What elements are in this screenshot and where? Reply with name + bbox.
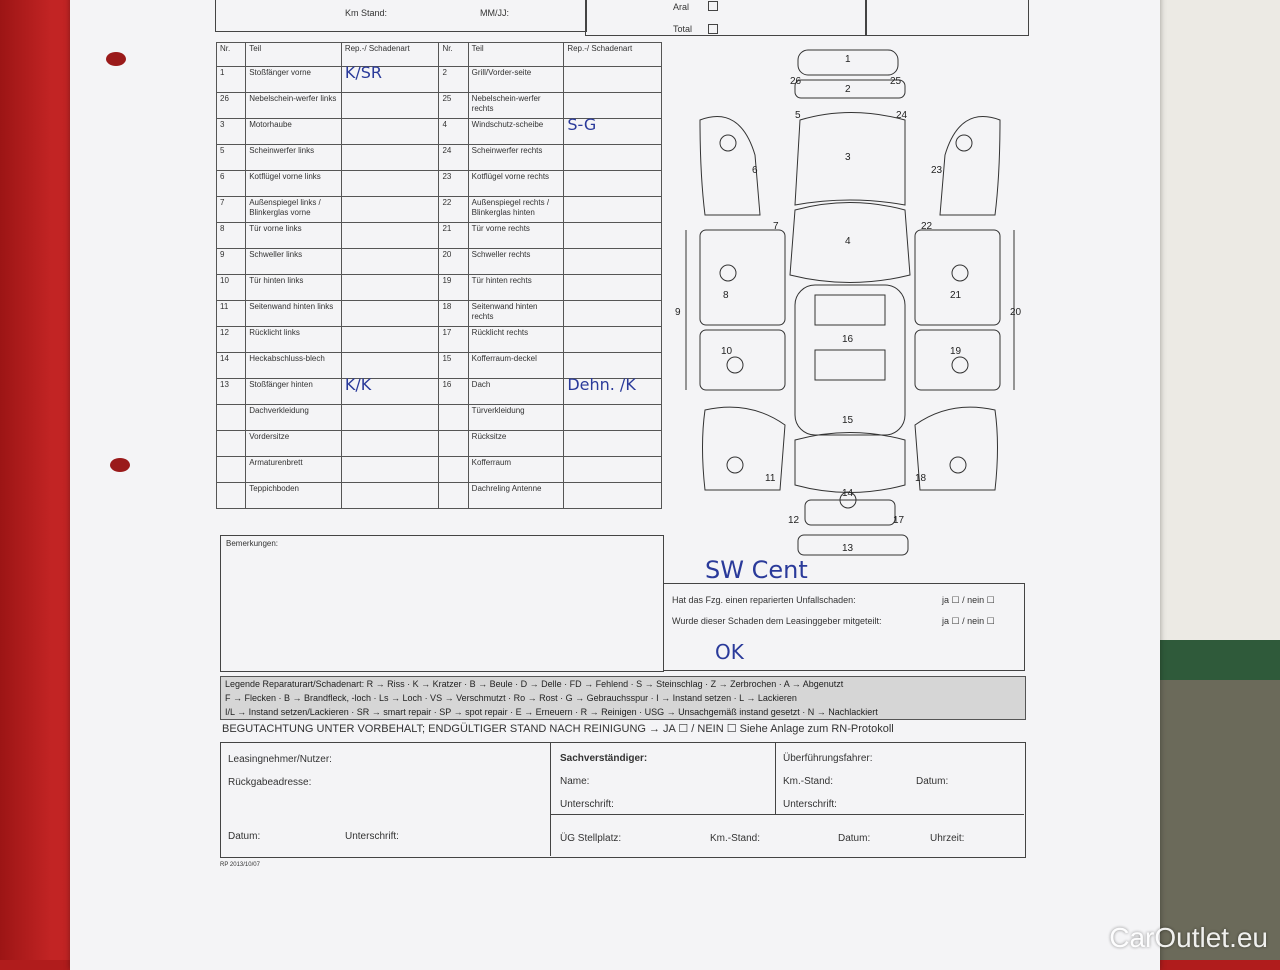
caroutlet-watermark: CarOutlet.eu xyxy=(1109,922,1268,953)
handle-front-left xyxy=(720,265,736,281)
row-nr-2 xyxy=(439,457,468,483)
row-damage[interactable] xyxy=(341,145,439,171)
row-damage[interactable]: K/SR xyxy=(341,67,439,93)
row-nr: 12 xyxy=(217,327,246,353)
row-nr-2: 20 xyxy=(439,249,468,275)
legend-box xyxy=(220,676,1026,720)
diagram-number-23: 23 xyxy=(931,165,943,176)
row-part: Außenspiegel links / Blinkerglas vorne xyxy=(246,197,342,223)
diagram-number-10: 10 xyxy=(721,346,733,357)
diagram-number-2: 2 xyxy=(845,84,851,95)
row-damage-2[interactable] xyxy=(564,197,662,223)
table-row xyxy=(217,405,662,431)
row-damage[interactable]: K/K xyxy=(341,379,439,405)
row-part: Teppichboden xyxy=(246,483,342,509)
diagram-number-15: 15 xyxy=(842,415,854,426)
row-part: Nebelschein-werfer links xyxy=(246,93,342,119)
form-footnote: RP 2013/10/07 xyxy=(220,862,260,868)
row-damage[interactable] xyxy=(341,223,439,249)
row-nr-2: 17 xyxy=(439,327,468,353)
row-nr-2 xyxy=(439,405,468,431)
diagram-number-7: 7 xyxy=(773,221,779,232)
table-row xyxy=(217,171,662,197)
table-row xyxy=(217,301,662,327)
diagram-number-5: 5 xyxy=(795,110,801,121)
row-part-2: Kotflügel vorne rechts xyxy=(468,171,564,197)
right-front-fender-shape xyxy=(940,117,1000,215)
handle-front-right xyxy=(952,265,968,281)
row-nr-2: 23 xyxy=(439,171,468,197)
diagram-number-14: 14 xyxy=(842,488,854,499)
row-nr-2 xyxy=(439,483,468,509)
table-row xyxy=(217,483,662,509)
row-nr: 5 xyxy=(217,145,246,171)
header-schadenart: Rep.-/ Schadenart xyxy=(341,43,439,67)
row-damage-2[interactable] xyxy=(564,405,662,431)
row-nr-2: 2 xyxy=(439,67,468,93)
datum-label-left: Datum: xyxy=(228,831,261,842)
rueckgabeadresse-label: Rückgabeadresse: xyxy=(228,777,312,788)
row-damage-2[interactable] xyxy=(564,223,662,249)
row-nr xyxy=(217,483,246,509)
background-shelf xyxy=(1150,640,1280,960)
row-nr: 9 xyxy=(217,249,246,275)
ug-stellplatz-label: ÜG Stellplatz: xyxy=(560,833,622,844)
row-part-2: Kofferraum-deckel xyxy=(468,353,564,379)
diagram-number-12: 12 xyxy=(788,515,800,526)
diagram-number-1: 1 xyxy=(845,54,851,65)
disclaimer-line: BEGUTACHTUNG UNTER VORBEHALT; ENDGÜLTIGER STAND NACH REINIGUNG → JA ☐ / NEIN ☐ Siehe Anlage zum RN-Protokoll xyxy=(222,723,894,735)
divider-3 xyxy=(550,814,1024,815)
header-nr: Nr. xyxy=(217,43,246,67)
row-part: Stoßfänger vorne xyxy=(246,67,342,93)
row-damage[interactable] xyxy=(341,483,439,509)
row-damage[interactable] xyxy=(341,457,439,483)
legend-line-1: Legende Reparaturart/Schadenart: R → Riss · K → Kratzer · B → Beule · D → Delle · FD → Fehlend · S → Steinschlag · Z → Zerbrochen · A → Abgenutzt xyxy=(225,679,844,689)
name-label: Name: xyxy=(560,776,590,787)
row-nr-2: 21 xyxy=(439,223,468,249)
row-part: Scheinwerfer links xyxy=(246,145,342,171)
row-part: Seitenwand hinten links xyxy=(246,301,342,327)
diagram-number-18: 18 xyxy=(915,473,927,484)
question-reported-to-lessor: Wurde dieser Schaden dem Leasinggeber mitgeteilt: xyxy=(672,616,882,626)
row-part: Tür vorne links xyxy=(246,223,342,249)
kmstand-label-right: Km.-Stand: xyxy=(783,776,834,787)
diagram-number-16: 16 xyxy=(842,334,854,345)
row-damage[interactable] xyxy=(341,197,439,223)
car-damage-diagram xyxy=(680,45,1040,560)
uhrzeit-label: Uhrzeit: xyxy=(930,833,965,844)
diagram-number-11: 11 xyxy=(765,473,776,484)
row-part-2: Tür hinten rechts xyxy=(468,275,564,301)
legend-line-2: F → Flecken · B → Brandfleck, -loch · Ls → Loch · VS → Verschmutzt · Ro → Rost · G → Gebrauchsspur · I → Instand setzen · L → Lackieren xyxy=(225,693,797,703)
wheel-rear-left xyxy=(727,457,743,473)
row-damage-2[interactable] xyxy=(564,275,662,301)
diagram-number-22: 22 xyxy=(921,221,933,232)
row-nr-2: 25 xyxy=(439,93,468,119)
left-front-fender-shape xyxy=(700,117,760,215)
row-nr: 1 xyxy=(217,67,246,93)
row-damage-2[interactable]: S-G xyxy=(564,119,662,145)
row-part: Rücklicht links xyxy=(246,327,342,353)
row-part-2: Kofferraum xyxy=(468,457,564,483)
row-nr-2: 24 xyxy=(439,145,468,171)
row-part-2: Scheinwerfer rechts xyxy=(468,145,564,171)
legend-line-3: I/L → Instand setzen/Lackieren · SR → smart repair · SP → spot repair · E → Erneuern · R → Reinigen · USG → Unsachgemäß instand gesetzt · N → Nachlackiert xyxy=(225,707,878,717)
row-part-2: Außenspiegel rechts / Blinkerglas hinten xyxy=(468,197,564,223)
diagram-number-19: 19 xyxy=(950,346,962,357)
km-stand-label: Km Stand: xyxy=(345,8,388,18)
top-strip-middle xyxy=(585,0,867,36)
header-nr-2: Nr. xyxy=(439,43,468,67)
total-label: Total xyxy=(673,24,693,34)
table-row xyxy=(217,457,662,483)
leasingnehmer-label: Leasingnehmer/Nutzer: xyxy=(228,754,332,765)
row-nr: 26 xyxy=(217,93,246,119)
row-part: Armaturenbrett xyxy=(246,457,342,483)
row-nr: 14 xyxy=(217,353,246,379)
aral-label: Aral xyxy=(673,2,690,12)
aral-checkbox[interactable] xyxy=(708,1,718,11)
row-nr: 3 xyxy=(217,119,246,145)
row-nr-2: 18 xyxy=(439,301,468,327)
right-front-door-shape xyxy=(915,230,1000,325)
row-part-2: Dach xyxy=(468,379,564,405)
header-teil: Teil xyxy=(246,43,342,67)
handwritten-signature-note: SW Cent xyxy=(705,556,808,584)
row-damage[interactable] xyxy=(341,275,439,301)
sunroof-rear-shape xyxy=(815,350,885,380)
row-damage[interactable] xyxy=(341,327,439,353)
row-nr-2: 4 xyxy=(439,119,468,145)
table-row xyxy=(217,275,662,301)
left-front-door-shape xyxy=(700,230,785,325)
row-damage-2[interactable] xyxy=(564,171,662,197)
header-teil-2: Teil xyxy=(468,43,564,67)
remarks-label: Bemerkungen: xyxy=(226,539,279,548)
row-nr: 8 xyxy=(217,223,246,249)
handle-rear-right xyxy=(952,357,968,373)
row-damage-2[interactable]: Dehn. /K xyxy=(564,379,662,405)
row-damage-2[interactable] xyxy=(564,457,662,483)
handle-rear-left xyxy=(727,357,743,373)
mmjj-label: MM/JJ: xyxy=(480,8,509,18)
row-part: Tür hinten links xyxy=(246,275,342,301)
unterschrift-label-middle: Unterschrift: xyxy=(560,799,614,810)
top-strip-right xyxy=(865,0,1029,36)
row-damage[interactable] xyxy=(341,301,439,327)
row-part: Stoßfänger hinten xyxy=(246,379,342,405)
row-part: Dachverkleidung xyxy=(246,405,342,431)
diagram-number-9: 9 xyxy=(675,307,681,318)
row-damage-2[interactable] xyxy=(564,67,662,93)
table-row xyxy=(217,379,662,405)
row-part: Heckabschluss-blech xyxy=(246,353,342,379)
row-nr-2 xyxy=(439,431,468,457)
damage-table xyxy=(216,42,662,509)
roof-shape xyxy=(795,285,905,435)
unterschrift-label-right: Unterschrift: xyxy=(783,799,837,810)
row-part: Schweller links xyxy=(246,249,342,275)
diagram-number-21: 21 xyxy=(950,290,962,301)
row-damage[interactable] xyxy=(341,171,439,197)
row-nr: 11 xyxy=(217,301,246,327)
diagram-number-26: 26 xyxy=(790,76,802,87)
row-nr xyxy=(217,457,246,483)
row-part: Motorhaube xyxy=(246,119,342,145)
row-nr-2: 19 xyxy=(439,275,468,301)
row-nr xyxy=(217,405,246,431)
table-row xyxy=(217,431,662,457)
wheel-front-left xyxy=(720,135,736,151)
row-part-2: Tür vorne rechts xyxy=(468,223,564,249)
background-shelf-edge xyxy=(1150,640,1280,680)
remarks-box[interactable] xyxy=(220,535,664,672)
trunk-shape xyxy=(795,433,905,493)
row-part: Kotflügel vorne links xyxy=(246,171,342,197)
row-part-2: Schweller rechts xyxy=(468,249,564,275)
question-2-ja-nein[interactable]: ja ☐ / nein ☐ xyxy=(942,616,995,626)
row-part-2: Dachreling Antenne xyxy=(468,483,564,509)
row-part: Vordersitze xyxy=(246,431,342,457)
diagram-number-3: 3 xyxy=(845,152,851,163)
row-damage[interactable] xyxy=(341,431,439,457)
row-part-2: Rücklicht rechts xyxy=(468,327,564,353)
diagram-number-13: 13 xyxy=(842,543,854,554)
row-damage-2[interactable] xyxy=(564,145,662,171)
diagram-number-6: 6 xyxy=(752,165,758,176)
unterschrift-label-left: Unterschrift: xyxy=(345,831,399,842)
row-damage[interactable] xyxy=(341,405,439,431)
wheel-front-right xyxy=(956,135,972,151)
table-row xyxy=(217,249,662,275)
row-nr: 7 xyxy=(217,197,246,223)
row-damage[interactable] xyxy=(341,93,439,119)
left-rear-door-shape xyxy=(700,330,785,390)
row-nr-2: 22 xyxy=(439,197,468,223)
divider-1 xyxy=(550,742,551,856)
wheel-rear-right xyxy=(950,457,966,473)
row-part-2: Nebelschein-werfer rechts xyxy=(468,93,564,119)
right-rear-door-shape xyxy=(915,330,1000,390)
row-part-2: Grill/Vorder-seite xyxy=(468,67,564,93)
row-nr: 6 xyxy=(217,171,246,197)
row-nr-2: 16 xyxy=(439,379,468,405)
sachverstaendiger-label: Sachverständiger: xyxy=(560,753,648,764)
datum-label-right: Datum: xyxy=(916,776,949,787)
header-schadenart-2: Rep.-/ Schadenart xyxy=(564,43,662,67)
row-part-2: Türverkleidung xyxy=(468,405,564,431)
table-row xyxy=(217,145,662,171)
table-row xyxy=(217,223,662,249)
diagram-number-25: 25 xyxy=(890,76,902,87)
row-nr-2: 15 xyxy=(439,353,468,379)
diagram-number-24: 24 xyxy=(896,110,908,121)
table-row xyxy=(217,327,662,353)
table-row xyxy=(217,197,662,223)
row-damage-2[interactable] xyxy=(564,249,662,275)
diagram-number-20: 20 xyxy=(1010,307,1022,318)
row-damage-2[interactable] xyxy=(564,431,662,457)
handwritten-ok-mark: OK xyxy=(715,640,744,664)
diagram-number-4: 4 xyxy=(845,236,851,247)
row-nr xyxy=(217,431,246,457)
row-damage-2[interactable] xyxy=(564,301,662,327)
kmstand-label-bottom: Km.-Stand: xyxy=(710,833,761,844)
row-nr: 13 xyxy=(217,379,246,405)
row-damage[interactable] xyxy=(341,249,439,275)
punch-hole-top xyxy=(106,52,126,66)
table-row xyxy=(217,119,662,145)
question-1-ja-nein[interactable]: ja ☐ / nein ☐ xyxy=(942,595,995,605)
ueberfuehrungsfahrer-label: Überführungsfahrer: xyxy=(783,753,873,764)
divider-2 xyxy=(775,742,776,814)
punch-hole-bottom xyxy=(110,458,130,472)
diagram-number-17: 17 xyxy=(893,515,905,526)
diagram-number-8: 8 xyxy=(723,290,729,301)
question-repaired-damage: Hat das Fzg. einen reparierten Unfallschaden: xyxy=(672,595,856,605)
row-part-2: Seitenwand hinten rechts xyxy=(468,301,564,327)
row-damage-2[interactable] xyxy=(564,327,662,353)
sunroof-front-shape xyxy=(815,295,885,325)
table-row xyxy=(217,67,662,93)
total-checkbox[interactable] xyxy=(708,24,718,34)
row-part-2: Windschutz-scheibe xyxy=(468,119,564,145)
row-nr: 10 xyxy=(217,275,246,301)
row-damage-2[interactable] xyxy=(564,483,662,509)
background-paper-right xyxy=(1160,0,1280,660)
rear-panel-shape xyxy=(805,500,895,525)
top-strip-left xyxy=(215,0,587,32)
datum-label-bottom: Datum: xyxy=(838,833,871,844)
right-rear-quarter-shape xyxy=(915,407,998,490)
row-damage[interactable] xyxy=(341,119,439,145)
row-part-2: Rücksitze xyxy=(468,431,564,457)
